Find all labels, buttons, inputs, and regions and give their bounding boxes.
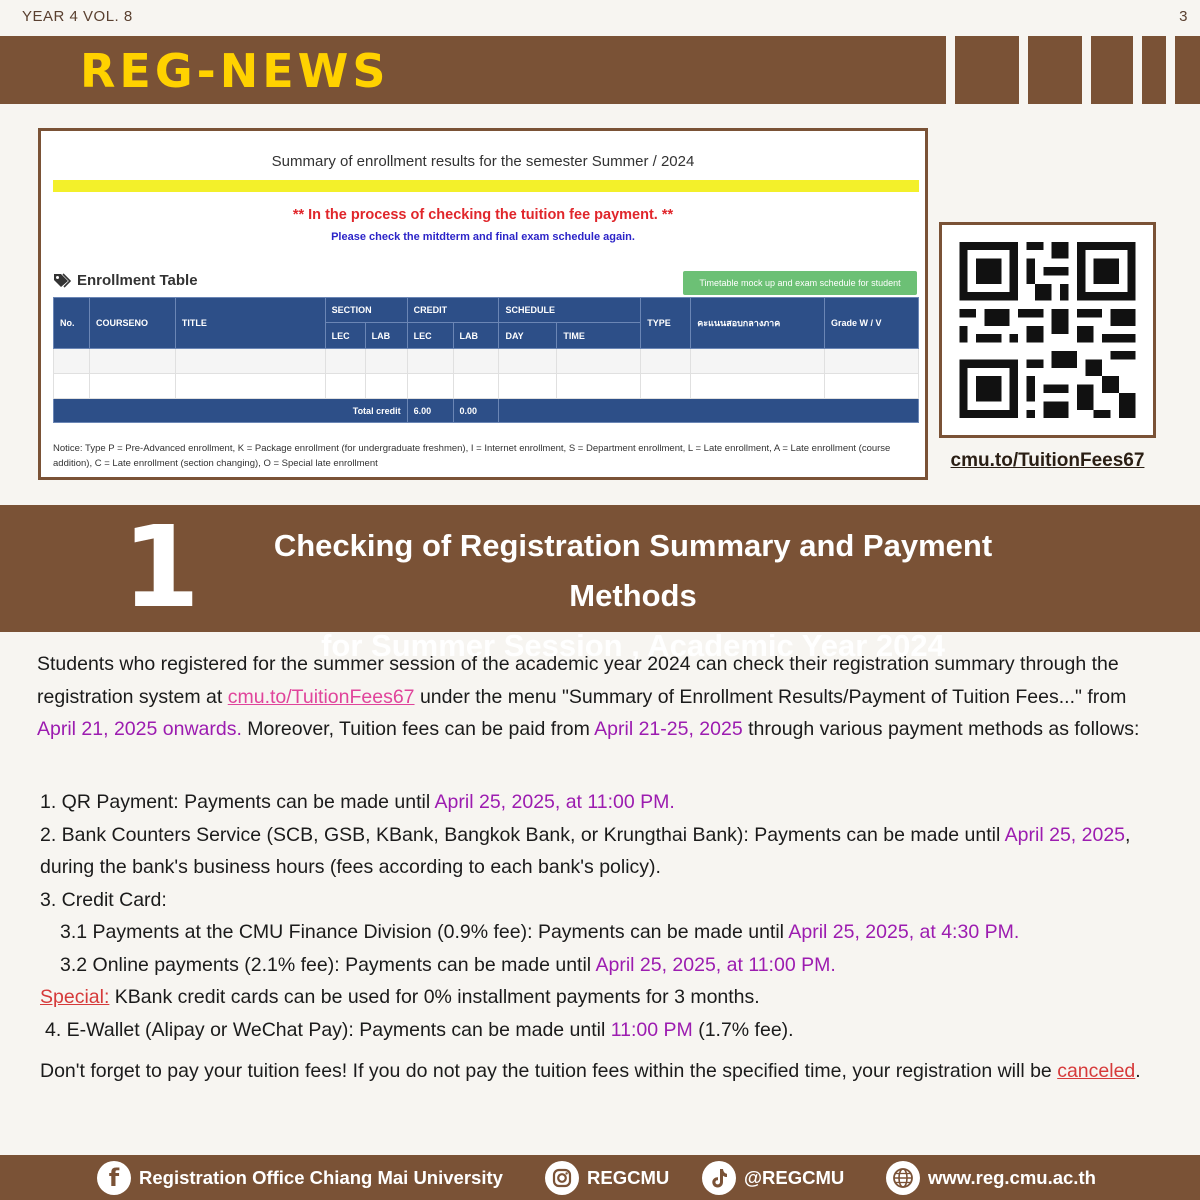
total-credit-lec: 6.00 <box>407 399 453 423</box>
tags-icon <box>53 273 71 288</box>
payment-check-note: ** In the process of checking the tuition fee payment. ** <box>292 207 674 223</box>
method-text: , <box>1125 823 1131 846</box>
exam-schedule-note: Please check the mitdterm and final exam schedule again. <box>331 231 635 243</box>
group-schedule: SCHEDULE <box>499 298 641 323</box>
payment-methods-list <box>40 786 1170 1046</box>
total-credit-label: Total credit <box>54 399 408 423</box>
intro-text: under the menu "Summary of Enrollment Results/Payment of Tuition Fees..." from <box>414 685 1127 708</box>
qr-code <box>939 222 1156 438</box>
table-row <box>54 349 919 374</box>
method-text: 3.1 Payments at the CMU Finance Division (0.9% fee): Payments can be made until <box>60 921 789 943</box>
group-section: SECTION <box>325 298 407 323</box>
special-text: KBank credit cards can be used for 0% installment payments for 3 months. <box>109 986 760 1008</box>
col-credit-lab: LAB <box>453 323 499 349</box>
enrollment-table-label <box>53 272 198 289</box>
tiktok-label: @REGCMU <box>744 1167 845 1188</box>
list-item <box>40 1014 1170 1047</box>
footer-tiktok[interactable] <box>702 1160 844 1196</box>
method-deadline: April 25, 2025 <box>1004 823 1126 846</box>
top-line <box>22 8 1188 30</box>
enrollment-summary-title: Summary of enrollment results for the semester Summer / 2024 <box>271 153 695 170</box>
globe-icon <box>886 1161 920 1195</box>
method-text: 3.2 Online payments (2.1% fee): Payments can be made until <box>60 953 596 976</box>
decor-bar <box>1019 36 1028 104</box>
page-number: 3 <box>1179 8 1188 25</box>
enrollment-screenshot <box>38 128 928 480</box>
total-credit-lab: 0.00 <box>453 399 499 423</box>
method-text: 1. QR Payment: Payments can be made until <box>40 791 435 813</box>
col-day: DAY <box>499 323 557 349</box>
highlight-bar <box>53 180 919 192</box>
list-item <box>40 949 1170 982</box>
masthead-band <box>0 36 1200 104</box>
section-title-line1: Checking of Registration Summary and Payment Methods <box>273 528 993 613</box>
canceled-word: canceled <box>1057 1060 1136 1082</box>
website-label: www.reg.cmu.ac.th <box>928 1167 1096 1188</box>
col-time: TIME <box>557 323 641 349</box>
decor-bar <box>1133 36 1142 104</box>
method-text: 2. Bank Counters Service (SCB, GSB, KBank, Bangkok Bank, or Krungthai Bank): Payments can be made until <box>40 823 1005 846</box>
list-item <box>40 786 1170 819</box>
list-item: 3. Credit Card: <box>40 888 167 911</box>
closing-paragraph <box>40 1055 1160 1088</box>
intro-text: Moreover, Tuition fees can be paid from <box>241 718 595 740</box>
method-deadline: April 25, 2025, at 11:00 PM. <box>434 791 675 813</box>
timetable-button[interactable]: Timetable mock up and exam schedule for student <box>683 271 917 295</box>
col-grade: Grade W / V <box>825 298 919 349</box>
start-date: April 21, 2025 onwards. <box>37 718 242 740</box>
facebook-icon: f <box>97 1161 131 1195</box>
col-section-lab: LAB <box>365 323 407 349</box>
method-text: 4. E-Wallet (Alipay or WeChat Pay): Payments can be made until <box>45 1018 611 1041</box>
special-label: Special: <box>40 986 110 1008</box>
footer-facebook[interactable] <box>97 1160 503 1196</box>
col-section-lec: LEC <box>325 323 365 349</box>
enrollment-table-text: Enrollment Table <box>77 272 198 289</box>
instagram-icon <box>545 1161 579 1195</box>
intro-text: Students who registered for the summer session of the academic year 2024 can check their registration summary through the registration system at <box>37 653 1119 708</box>
list-item <box>40 819 1170 852</box>
decor-bar <box>946 36 955 104</box>
col-courseno: COURSENO <box>89 298 175 349</box>
intro-text: through various payment methods as follows: <box>742 718 1140 740</box>
enrollment-table <box>53 297 919 423</box>
registration-link[interactable]: cmu.to/TuitionFees67 <box>227 685 415 708</box>
method-deadline: 11:00 PM <box>610 1018 693 1041</box>
footer-website[interactable] <box>886 1160 1096 1196</box>
payment-period: April 21-25, 2025 <box>594 718 743 740</box>
decor-bar <box>1166 36 1175 104</box>
instagram-label: REGCMU <box>587 1167 670 1188</box>
intro-paragraph <box>37 648 1167 746</box>
list-item <box>40 916 1170 949</box>
col-credit-lec: LEC <box>407 323 453 349</box>
table-row <box>54 374 919 399</box>
method-deadline: April 25, 2025, at 4:30 PM. <box>788 921 1020 943</box>
col-type: TYPE <box>641 298 691 349</box>
group-credit: CREDIT <box>407 298 499 323</box>
col-title: TITLE <box>175 298 325 349</box>
volume-label: YEAR 4 VOL. 8 <box>22 8 133 25</box>
footer <box>0 1155 1200 1200</box>
closing-text: Don't forget to pay your tuition fees! If you do not pay the tuition fees within the specified time, your registration will be <box>40 1060 1058 1082</box>
list-item-continued: during the bank's business hours (fees according to each bank's policy). <box>40 856 661 878</box>
total-row <box>54 399 919 423</box>
footer-instagram[interactable] <box>545 1160 669 1196</box>
enrollment-type-notice: Notice: Type P = Pre-Advanced enrollment, K = Package enrollment (for undergraduate freshmen), I = Internet enrollment, S = Department enrollment, L = Late enrollment, A = Late enrollment (course addition), C = Late enrollment (section changing), O = Special late enrollment <box>53 443 891 469</box>
col-midterm: คะแนนสอบกลางภาค <box>691 298 825 349</box>
tiktok-icon <box>702 1161 736 1195</box>
qr-code-icon <box>942 225 1153 435</box>
section-number: 1 <box>122 503 200 633</box>
section-heading <box>0 503 1200 663</box>
special-note <box>40 981 1170 1014</box>
masthead-title: REG-NEWS <box>80 44 390 98</box>
qr-link[interactable]: cmu.to/TuitionFees67 <box>950 450 1145 471</box>
method-text: (1.7% fee). <box>692 1018 794 1041</box>
facebook-label: Registration Office Chiang Mai University <box>139 1167 503 1188</box>
method-deadline: April 25, 2025, at 11:00 PM. <box>595 953 836 976</box>
section-title-line2: for Summer Session , Academic Year 2024 <box>321 628 945 663</box>
closing-end: . <box>1135 1060 1141 1082</box>
col-no: No. <box>54 298 90 349</box>
decor-bar <box>1082 36 1091 104</box>
